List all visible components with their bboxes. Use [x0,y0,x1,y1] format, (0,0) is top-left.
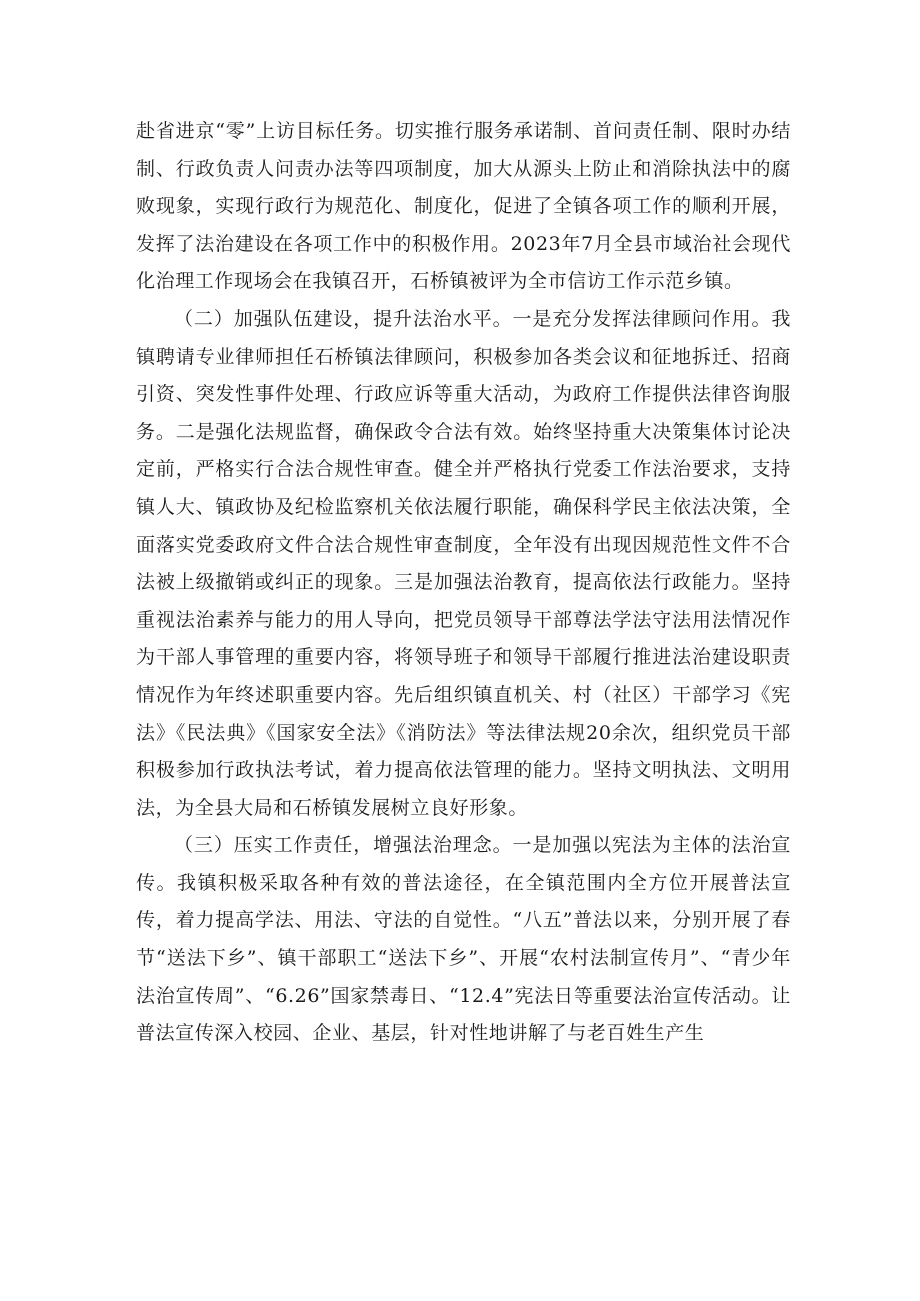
paragraph-3: （三）压实工作责任，增强法治理念。一是加强以宪法为主体的法治宣传。我镇积极采取各种有效的普法途径，在全镇范围内全方位开展普法宣传，着力提高学法、用法、守法的自觉性。“八五”普法以来，分别开展了春节“送法下乡”、镇干部职工“送法下乡”、开展“农村法制宣传月”、“青少年法治宣传周”、“6.26”国家禁毒日、“12.4”宪法日等重要法治宣传活动。让普法宣传深入校园、企业、基层，针对性地讲解了与老百姓生产生 [136,834,791,1045]
paragraph-2: （二）加强队伍建设，提升法治水平。一是充分发挥法律顾问作用。我镇聘请专业律师担任石桥镇法律顾问，积极参加各类会议和征地拆迁、招商引资、突发性事件处理、行政应诉等重大活动，为政府工作提供法律咨询服务。二是强化法规监督，确保政令合法有效。始终坚持重大决策集体讨论决定前，严格实行合法合规性审查。健全并严格执行党委工作法治要求，支持镇人大、镇政协及纪检监察机关依法履行职能，确保科学民主依法决策，全面落实党委政府文件合法合规性审查制度，全年没有出现因规范性文件不合法被上级撤销或纠正的现象。三是加强法治教育，提高依法行政能力。坚持重视法治素养与能力的用人导向，把党员领导干部尊法学法守法用法情况作为干部人事管理的重要内容，将领导班子和领导干部履行推进法治建设职责情况作为年终述职重要内容。先后组织镇直机关、村（社区）干部学习《宪法》《民法典》《国家安全法》《消防法》等法律法规20余次，组织党员干部积极参加行政执法考试，着力提高依法管理的能力。坚持文明执法、文明用法，为全县大局和石桥镇发展树立良好形象。 [136,307,791,819]
paragraph-1: 赴省进京“零”上访目标任务。切实推行服务承诺制、首问责任制、限时办结制、行政负责人问责办法等四项制度，加大从源头上防止和消除执法中的腐败现象，实现行政行为规范化、制度化，促进了全镇各项工作的顺利开展，发挥了法治建设在各项工作中的积极作用。2023年7月全县市域治社会现代化治理工作现场会在我镇召开，石桥镇被评为全市信访工作示范乡镇。 [136,120,791,293]
document-body [136,113,791,1053]
